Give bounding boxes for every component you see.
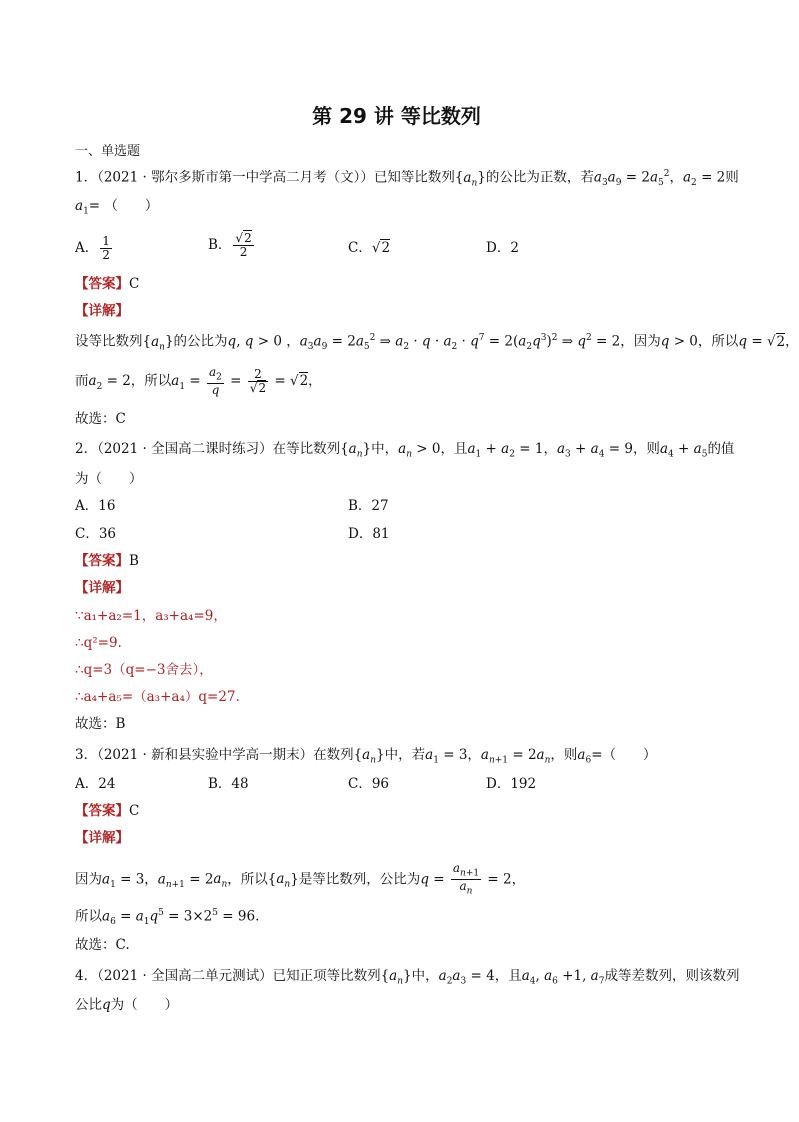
q2-detail-line3: ∴q=3（q=−3舍去）， [75, 662, 213, 678]
q1-stem-line2: $a_1=$ （ ） [75, 198, 159, 217]
q1-option-d: D．2 [486, 240, 519, 256]
q3-stem: 3．（2021 · 新和县实验中学高一期末）在数列$\{a_n\}$中，若$a_1 = 3$，$a_{n+1} = 2a_n$，则$a_6=$（ ） [75, 747, 657, 766]
q3-option-b: B．48 [208, 776, 249, 792]
q1-detail-line1: 设等比数列$\{a_n\}$的公比为q, q > 0 ，$a_3a_9 = 2a_5^2$ ⇒ $a_2 \cdot q \cdot a_2 \cdot q^7 = 2(a_2q^3)^2$ ⇒ $q^2 = 2$，因为q > 0，所以q = √2， [75, 333, 799, 353]
q2-detail-line2: ∴q²=9. [75, 635, 122, 651]
q3-detail-label: 【详解】 [75, 830, 129, 846]
q4-stem-line2: 公比q为（ ） [75, 997, 179, 1013]
q1-detail-line2: 而$a_2 = 2$，所以$a_1$ = $\frac{a_2}{q}$ = $\frac{2}{√2}$ = √2， [75, 365, 322, 398]
q3-detail-line2: 所以$a_6 = a_1q^5 = 3\times 2^5 = 96$. [75, 908, 260, 928]
q2-stem-line2: 为（ ） [75, 471, 143, 487]
q1-conclusion: 故选：C [75, 411, 126, 427]
q2-option-a: A．16 [75, 498, 116, 514]
q2-option-b: B．27 [348, 498, 389, 514]
q2-option-c: C．36 [75, 526, 117, 542]
q1-option-b: B． $\frac{√2}{2}$ [208, 231, 252, 260]
q1-stem-line1: 1．（2021 · 鄂尔多斯市第一中学高二月考（文））已知等比数列$\{a_n\}$的公比为正数，若$a_3a_9 = 2a_5^2$，$a_2 = 2$则 [75, 169, 739, 189]
q3-detail-line1: 因为$a_1 = 3$，$a_{n+1} = 2a_n$，所以$\{a_n\}$是等比数列，公比为q = $\frac{a_{n+1}}{a_n}$ = 2， [75, 861, 526, 897]
q3-answer: 【答案】C [75, 803, 140, 819]
q2-detail-line4: ∴a₄+a₅=（a₃+a₄）q=27. [75, 689, 240, 705]
q2-option-d: D．81 [348, 526, 390, 542]
q1-answer: 【答案】C [75, 276, 140, 292]
q1-option-a: A． $\frac{1}{2}$ [75, 234, 110, 263]
page-title: 第 29 讲 等比数列 [312, 104, 481, 128]
q2-detail-line1: ∵a₁+a₂=1，a₃+a₄=9， [75, 608, 227, 624]
q4-stem-line1: 4．（2021 · 全国高二单元测试）已知正项等比数列$\{a_n\}$中，$a_2a_3 = 4$，且$a_4$, $a_6 +1$, $a_7$成等差数列，则该数列 [75, 968, 740, 987]
q3-option-c: C．96 [348, 776, 390, 792]
q3-option-a: A．24 [75, 776, 116, 792]
q2-conclusion: 故选：B [75, 716, 126, 732]
q3-option-d: D．192 [486, 776, 537, 792]
q2-answer: 【答案】B [75, 553, 139, 569]
q2-stem-line1: 2．（2021 · 全国高二课时练习）在等比数列$\{a_n\}$中，$a_n > 0$，且$a_1 + a_2 = 1$，$a_3 + a_4 = 9$，则$a_4 + a_5$的值 [75, 441, 735, 460]
q3-conclusion: 故选：C. [75, 937, 130, 953]
q1-detail-label: 【详解】 [75, 303, 129, 319]
q2-detail-label: 【详解】 [75, 580, 129, 596]
section-heading: 一、单选题 [75, 144, 141, 159]
q1-option-c: C．√2 [348, 240, 391, 256]
